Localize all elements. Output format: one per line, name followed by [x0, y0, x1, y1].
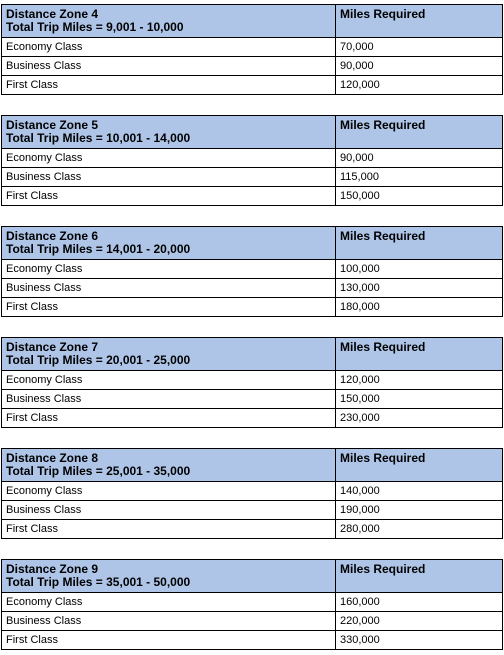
class-cell: First Class	[2, 520, 336, 539]
class-cell: Business Class	[2, 501, 336, 520]
miles-cell: 160,000	[336, 593, 503, 612]
zone-header-cell	[2, 449, 336, 482]
class-cell: Economy Class	[2, 371, 336, 390]
table-row	[2, 76, 503, 95]
miles-required-header: Miles Required	[336, 227, 503, 260]
zone-header-cell	[2, 338, 336, 371]
zone-title: Distance Zone 8	[6, 451, 99, 465]
table-row	[2, 298, 503, 317]
miles-cell: 120,000	[336, 76, 503, 95]
miles-cell: 150,000	[336, 390, 503, 409]
table-row	[2, 187, 503, 206]
table-row	[2, 520, 503, 539]
class-cell: Business Class	[2, 57, 336, 76]
table-row	[2, 390, 503, 409]
class-cell: First Class	[2, 187, 336, 206]
table-row	[2, 482, 503, 501]
zone-header-row	[2, 116, 503, 149]
zone-trip-miles: Total Trip Miles = 14,001 - 20,000	[6, 242, 191, 256]
zone-table-4	[1, 4, 503, 95]
miles-cell: 140,000	[336, 482, 503, 501]
zone-title: Distance Zone 7	[6, 340, 99, 354]
zone-table-7	[1, 337, 503, 428]
class-cell: First Class	[2, 631, 336, 650]
table-row	[2, 279, 503, 298]
miles-required-header: Miles Required	[336, 449, 503, 482]
miles-cell: 115,000	[336, 168, 503, 187]
class-cell: Business Class	[2, 168, 336, 187]
zone-table-6	[1, 226, 503, 317]
class-cell: First Class	[2, 76, 336, 95]
zone-header-cell	[2, 227, 336, 260]
zone-title: Distance Zone 6	[6, 229, 99, 243]
table-row	[2, 593, 503, 612]
miles-cell: 330,000	[336, 631, 503, 650]
table-row	[2, 57, 503, 76]
zone-header-row	[2, 5, 503, 38]
table-row	[2, 631, 503, 650]
zone-header-cell	[2, 560, 336, 593]
miles-cell: 150,000	[336, 187, 503, 206]
table-row	[2, 409, 503, 428]
zone-trip-miles: Total Trip Miles = 20,001 - 25,000	[6, 353, 191, 367]
class-cell: Business Class	[2, 279, 336, 298]
miles-cell: 90,000	[336, 57, 503, 76]
zone-trip-miles: Total Trip Miles = 35,001 - 50,000	[6, 575, 191, 589]
class-cell: Business Class	[2, 612, 336, 631]
zone-title: Distance Zone 4	[6, 7, 99, 21]
zone-table-5	[1, 115, 503, 206]
zone-header-row	[2, 338, 503, 371]
miles-cell: 100,000	[336, 260, 503, 279]
zone-table-9	[1, 559, 503, 650]
zone-trip-miles: Total Trip Miles = 9,001 - 10,000	[6, 20, 184, 34]
miles-required-header: Miles Required	[336, 5, 503, 38]
miles-cell: 130,000	[336, 279, 503, 298]
table-row	[2, 260, 503, 279]
class-cell: Economy Class	[2, 149, 336, 168]
table-row	[2, 371, 503, 390]
miles-cell: 120,000	[336, 371, 503, 390]
miles-cell: 190,000	[336, 501, 503, 520]
zone-header-row	[2, 449, 503, 482]
class-cell: Economy Class	[2, 260, 336, 279]
table-row	[2, 168, 503, 187]
zone-header-cell	[2, 5, 336, 38]
zone-header-row	[2, 560, 503, 593]
zone-header-cell	[2, 116, 336, 149]
zone-title: Distance Zone 9	[6, 562, 99, 576]
miles-cell: 90,000	[336, 149, 503, 168]
class-cell: First Class	[2, 298, 336, 317]
miles-required-header: Miles Required	[336, 560, 503, 593]
class-cell: Economy Class	[2, 38, 336, 57]
miles-cell: 230,000	[336, 409, 503, 428]
zone-trip-miles: Total Trip Miles = 25,001 - 35,000	[6, 464, 191, 478]
miles-cell: 180,000	[336, 298, 503, 317]
zone-table-8	[1, 448, 503, 539]
miles-cell: 280,000	[336, 520, 503, 539]
miles-required-header: Miles Required	[336, 116, 503, 149]
class-cell: Business Class	[2, 390, 336, 409]
miles-cell: 220,000	[336, 612, 503, 631]
zone-header-row	[2, 227, 503, 260]
zone-trip-miles: Total Trip Miles = 10,001 - 14,000	[6, 131, 191, 145]
table-row	[2, 501, 503, 520]
miles-cell: 70,000	[336, 38, 503, 57]
table-row	[2, 149, 503, 168]
miles-required-header: Miles Required	[336, 338, 503, 371]
table-row	[2, 612, 503, 631]
zone-title: Distance Zone 5	[6, 118, 99, 132]
class-cell: Economy Class	[2, 593, 336, 612]
class-cell: Economy Class	[2, 482, 336, 501]
class-cell: First Class	[2, 409, 336, 428]
table-row	[2, 38, 503, 57]
